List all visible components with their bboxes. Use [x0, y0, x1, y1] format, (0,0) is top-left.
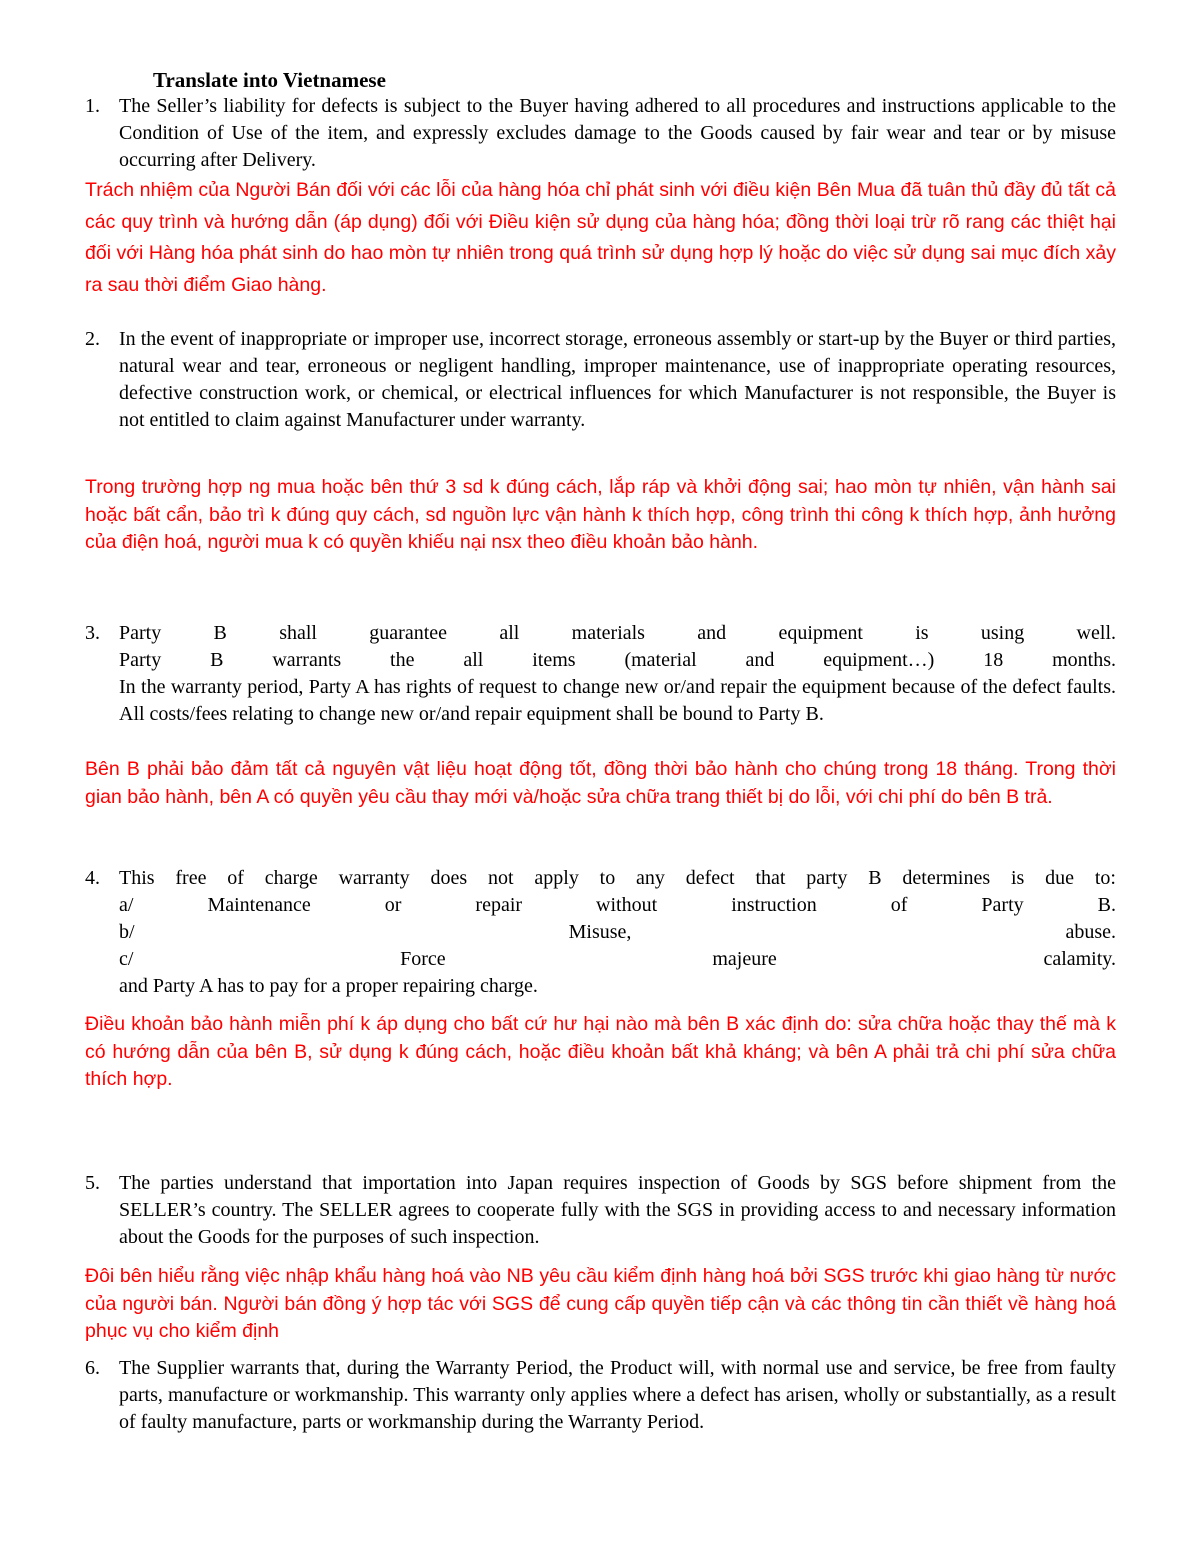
clause-vietnamese: Đôi bên hiểu rằng việc nhập khẩu hàng hoá vào NB yêu cầu kiểm định hàng hoá bởi SGS trước khi giao hàng từ nước của người bán. Người bán đồng ý hợp tác với SGS để cung cấp quyền tiếp cận và các thông tin cần thiết về hàng hoá phục vụ cho kiểm định: [85, 1265, 1116, 1342]
clause-english: In the event of inappropriate or improper use, incorrect storage, erroneous assembly or start-up by the Buyer or third parties, natural wear and tear, erroneous or negligent handling, improper maintenance, use of inappropriate operating resources, defective construction work, or chemical, or electrical influences for which Manufacturer is not responsible, the Buyer is not entitled to claim against Manufacturer under warranty.: [119, 328, 1116, 431]
clause-line: b/ Misuse, abuse.: [119, 921, 1116, 943]
clause-item-3: [85, 620, 1116, 728]
clause-number: 1.: [85, 95, 100, 117]
clause-number: 5.: [85, 1172, 100, 1194]
clause-line: In the warranty period, Party A has rights of request to change new or/and repair the equipment because of the defect faults. All costs/fees relating to change new or/and repair equipment shall be bound to Party B.: [119, 676, 1116, 725]
clause-item-1: [85, 93, 1116, 174]
clause-number: 4.: [85, 867, 100, 889]
clause-item-5: [85, 1170, 1116, 1251]
clause-line: and Party A has to pay for a proper repairing charge.: [119, 975, 538, 997]
clause-english: [119, 865, 1116, 1000]
page-title: Translate into Vietnamese: [153, 68, 386, 92]
clause-line: c/ Force majeure calamity.: [119, 948, 1116, 970]
clause-english: The parties understand that importation into Japan requires inspection of Goods by SGS before shipment from the SELLER’s country. The SELLER agrees to cooperate fully with the SGS in providing access to and necessary information about the Goods for the purposes of such inspection.: [119, 1172, 1116, 1248]
clause-line: This free of charge warranty does not apply to any defect that party B determines is due to:: [119, 867, 1116, 889]
clause-line: a/ Maintenance or repair without instruction of Party B.: [119, 894, 1116, 916]
clause-vietnamese: Bên B phải bảo đảm tất cả nguyên vật liệu hoạt động tốt, đồng thời bảo hành cho chúng trong 18 tháng. Trong thời gian bảo hành, bên A có quyền yêu cầu thay mới và/hoặc sửa chữa trang thiết bị do lỗi, với chi phí do bên B trả.: [85, 758, 1116, 808]
clause-vietnamese: Trong trường hợp ng mua hoặc bên thứ 3 sd k đúng cách, lắp ráp và khởi động sai; hao mòn tự nhiên, vận hành sai hoặc bất cẩn, bảo trì k đúng quy cách, sd nguồn lực vận hành k thích hợp, công trình thi công k thích hợp, ảnh hưởng của điện hoá, người mua k có quyền khiếu nại nsx theo điều khoản bảo hành.: [85, 476, 1116, 553]
clause-english: The Seller’s liability for defects is subject to the Buyer having adhered to all procedures and instructions applicable to the Condition of Use of the item, and expressly excludes damage to the Goods caused by fair wear and tear or by misuse occurring after Delivery.: [119, 95, 1116, 171]
clause-number: 6.: [85, 1357, 100, 1379]
clause-line: Party B warrants the all items (material and equipment…) 18 months.: [119, 649, 1116, 671]
clause-vietnamese: Trách nhiệm của Người Bán đối với các lỗi của hàng hóa chỉ phát sinh với điều kiện Bên Mua đã tuân thủ đầy đủ tất cả các quy trình và hướng dẫn (áp dụng) đối với Điều kiện sử dụng của hàng hóa; đồng thời loại trừ rõ rang các thiệt hại đối với Hàng hóa phát sinh do hao mòn tự nhiên trong quá trình sử dụng hợp lý hoặc do việc sử dụng sai mục đích xảy ra sau thời điểm Giao hàng.: [85, 179, 1116, 296]
clause-number: 2.: [85, 328, 100, 350]
clause-vietnamese: Điều khoản bảo hành miễn phí k áp dụng cho bất cứ hư hại nào mà bên B xác định do: sửa chữa hoặc thay thế mà k có hướng dẫn của bên B, sử dụng k đúng cách, hoặc điều khoản bất khả kháng; và bên A phải trả chi phí sửa chữa thích hợp.: [85, 1013, 1116, 1090]
clause-item-6: [85, 1355, 1116, 1436]
clause-item-2: [85, 326, 1116, 434]
clause-line: Party B shall guarantee all materials and equipment is using well.: [119, 622, 1116, 644]
clause-item-4: [85, 865, 1116, 1000]
clause-english: [119, 620, 1116, 728]
clause-number: 3.: [85, 622, 100, 644]
clause-english: The Supplier warrants that, during the Warranty Period, the Product will, with normal use and service, be free from faulty parts, manufacture or workmanship. This warranty only applies where a defect has arisen, wholly or substantially, as a result of faulty manufacture, parts or workmanship during the Warranty Period.: [119, 1357, 1116, 1433]
